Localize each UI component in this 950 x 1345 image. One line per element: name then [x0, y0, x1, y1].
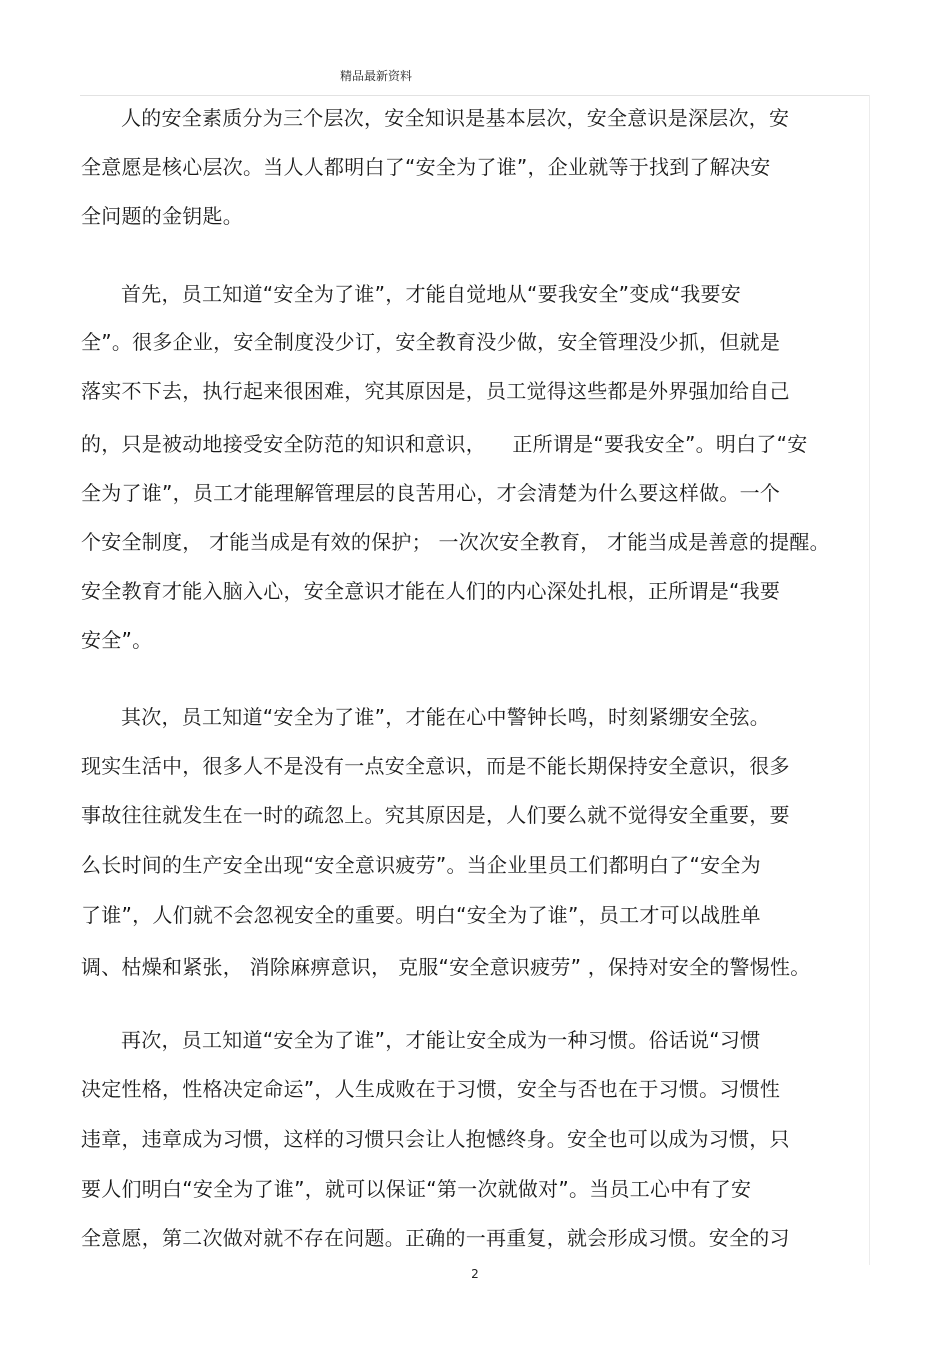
paragraph-1-line-1: 人的安全素质分为三个层次，安全知识是基本层次，安全意识是深层次，安	[121, 106, 790, 130]
paragraph-3-line-5: 了谁”，人们就不会忽视安全的重要。明白“安全为了谁”，员工才可以战胜单	[81, 903, 761, 927]
paragraph-4-line-2: 决定性格，性格决定命运”，人生成败在于习惯，安全与否也在于习惯。习惯性	[81, 1077, 781, 1101]
paragraph-2-line-5: 全为了谁”，员工才能理解管理层的良苦用心，才会清楚为什么要这样做。一个	[81, 481, 781, 505]
paragraph-2-line-3: 落实不下去，执行起来很困难，究其原因是，员工觉得这些都是外界强加给自己	[81, 379, 790, 403]
paragraph-2-line-2: 全”。很多企业，安全制度没少订，安全教育没少做，安全管理没少抓，但就是	[81, 330, 781, 354]
paragraph-4-line-1: 再次，员工知道“安全为了谁”，才能让安全成为一种习惯。俗话说“习惯	[121, 1028, 761, 1052]
paragraph-2-line-1: 首先，员工知道“安全为了谁”，才能自觉地从“要我安全”变成“我要安	[121, 282, 742, 306]
paragraph-2-line-8: 安全”。	[81, 628, 153, 652]
paragraph-2-line-4: 的，只是被动地接受安全防范的知识和意识， 正所谓是“要我安全”。明白了“安	[81, 432, 808, 456]
paragraph-3-line-6: 调、枯燥和紧张， 消除麻痹意识， 克服“安全意识疲劳” ，保持对安全的警惕性。	[81, 955, 811, 979]
paragraph-3-line-4: 么长时间的生产安全出现“安全意识疲劳”。当企业里员工们都明白了“安全为	[81, 853, 761, 877]
paragraph-3-line-1: 其次，员工知道“安全为了谁”，才能在心中警钟长鸣，时刻紧绷安全弦。	[121, 705, 770, 729]
paragraph-4-line-4: 要人们明白“安全为了谁”，就可以保证“第一次就做对”。当员工心中有了安	[81, 1177, 752, 1201]
page-number: 2	[471, 1267, 479, 1281]
right-margin-rule	[869, 95, 870, 1265]
paragraph-3-line-3: 事故往往就发生在一时的疏忽上。究其原因是，人们要么就不觉得安全重要，要	[81, 803, 790, 827]
paragraph-4-line-3: 违章，违章成为习惯，这样的习惯只会让人抱憾终身。安全也可以成为习惯，只	[81, 1127, 790, 1151]
paragraph-2-line-6: 个安全制度， 才能当成是有效的保护； 一次次安全教育， 才能当成是善意的提醒。	[81, 530, 830, 554]
page-header-title: 精品最新资料	[340, 69, 413, 83]
paragraph-1-line-2: 全意愿是核心层次。当人人都明白了“安全为了谁”，企业就等于找到了解决安	[81, 155, 771, 179]
header-divider	[80, 95, 870, 96]
paragraph-1-line-3: 全问题的金钥匙。	[81, 204, 243, 228]
paragraph-4-line-5: 全意愿，第二次做对就不存在问题。正确的一再重复，就会形成习惯。安全的习	[81, 1226, 790, 1250]
paragraph-2-line-7: 安全教育才能入脑入心，安全意识才能在人们的内心深处扎根，正所谓是“我要	[81, 579, 781, 603]
paragraph-3-line-2: 现实生活中，很多人不是没有一点安全意识，而是不能长期保持安全意识，很多	[81, 754, 790, 778]
